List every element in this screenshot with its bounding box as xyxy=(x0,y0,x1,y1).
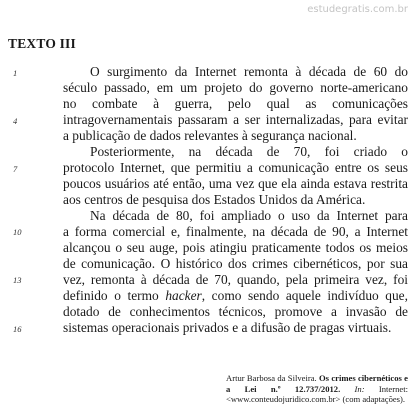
text-line: no combate à guerra, pelo qual as comunicações xyxy=(63,96,408,111)
source-title: Os crimes cibernéticos e a Lei n.º 12.737/2012. xyxy=(226,373,408,394)
text-line: sistemas operacionais privados e a difusão de pragas virtuais. xyxy=(63,320,392,335)
source-author: Artur Barbosa da Silveira. xyxy=(226,373,317,383)
text-heading: TEXTO III xyxy=(8,36,76,51)
source-site: Internet: <www.conteudojuridico.com.br> (com adaptações). xyxy=(226,383,408,404)
line-number: 7 xyxy=(13,164,18,174)
text-line: século passado, em um projeto do governo norte-americano xyxy=(63,80,408,95)
text-line: dotado de conhecimentos técnicos, promove a invasão de xyxy=(63,304,408,319)
text-line: a forma comercial e, finalmente, na década de 90, a Internet xyxy=(63,224,408,239)
line-number: 16 xyxy=(13,324,22,334)
text-line: poucos usuários até então, uma vez que ela ainda estava restrita xyxy=(63,176,408,191)
text-line: Na década de 80, foi ampliado o uso da Internet para xyxy=(90,208,408,223)
line-number: 10 xyxy=(13,227,22,237)
text-line: alcançou o seu auge, pois atingiu praticamente todos os meios xyxy=(63,240,408,255)
text-segment: definido o termo xyxy=(63,288,166,303)
text-line: de comunicação. O histórico dos crimes cibernéticos, por sua xyxy=(63,256,408,271)
watermark: estudegratis.com.br xyxy=(307,4,408,15)
italic-term: hacker xyxy=(165,288,202,303)
text-line: O surgimento da Internet remonta à década de 60 do xyxy=(90,64,408,79)
text-line: intragovernamentais passaram a ser internalizadas, para evitar xyxy=(63,112,408,127)
text-line: Posteriormente, na década de 70, foi criado o xyxy=(90,144,408,159)
source-citation xyxy=(226,373,408,405)
line-number: 1 xyxy=(13,68,18,78)
text-segment: , como sendo aquele indivíduo que, xyxy=(201,288,408,303)
text-line: protocolo Internet, que permitiu a comunicação entre os seus xyxy=(63,160,408,175)
text-line: a publicação de dados relevantes à segurança nacional. xyxy=(63,128,357,143)
text-line: aos centros de pesquisa dos Estados Unidos da América. xyxy=(63,192,366,207)
source-in: In: xyxy=(354,383,365,394)
line-number: 4 xyxy=(13,116,18,126)
text-line: vez, remonta à década de 70, quando, pela primeira vez, foi xyxy=(63,272,408,287)
line-number: 13 xyxy=(13,275,22,285)
text-line xyxy=(63,288,408,304)
